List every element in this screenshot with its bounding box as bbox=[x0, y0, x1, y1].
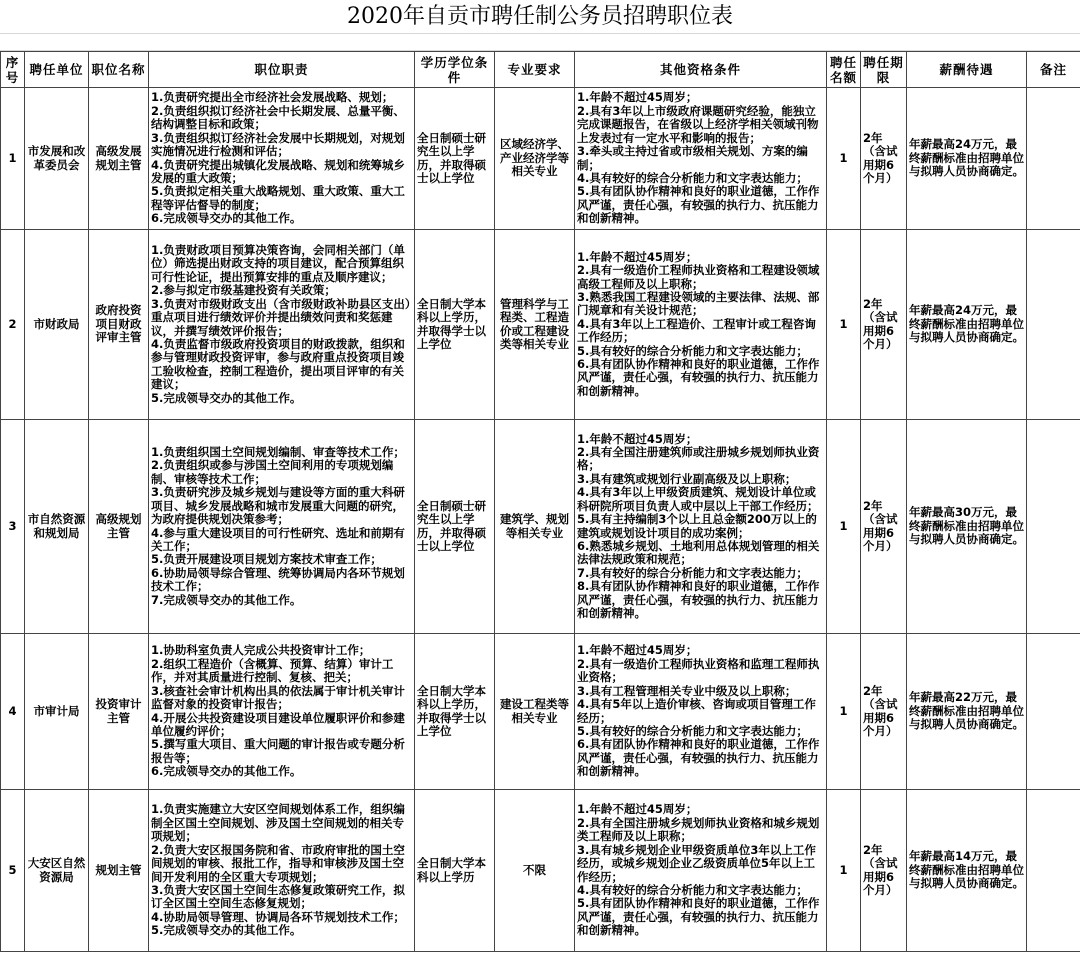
header-term: 聘任期限 bbox=[861, 52, 907, 88]
hiring-term: 2年（含试用期6个月） bbox=[861, 420, 907, 634]
position-duties-item: 1.负责财政项目预算决策咨询，会同相关部门（单位）筛选提出财政支持的项目建议，配合预算组织可行性论证，提出预算安排的重点及顺序建议； bbox=[151, 243, 405, 284]
position-duties-item: 7.完成领导交办的其他工作。 bbox=[151, 592, 302, 607]
education-requirement: 全日制硕士研究生以上学历，并取得硕士以上学位 bbox=[415, 88, 495, 230]
position-duties bbox=[149, 790, 415, 952]
other-qualifications-item: 6.具有团队协作精神和良好的职业道德，工作作风严谨，责任心强，有较强的执行力、抗压能力和创新精神。 bbox=[577, 737, 820, 779]
position-name: 规划主管 bbox=[89, 790, 149, 952]
hiring-quota: 1 bbox=[827, 420, 861, 634]
position-name: 政府投资项目财政评审主管 bbox=[89, 230, 149, 420]
position-duties-item: 4.开展公共投资建设项目建设单位履职评价和参建单位履约评价； bbox=[151, 710, 405, 738]
other-qualifications-item: 2.具有全国注册城乡规划师执业资格和城乡规划类工程师及以上职称； bbox=[577, 815, 820, 844]
table-row bbox=[1, 790, 1080, 952]
education-requirement: 全日制大学本科以上学历，并取得学士以上学位 bbox=[415, 230, 495, 420]
header-duties: 职位职责 bbox=[149, 52, 415, 88]
header-position: 职位名称 bbox=[89, 52, 149, 88]
major-requirement: 区域经济学、产业经济学等相关专业 bbox=[495, 88, 575, 230]
other-qualifications-item: 3.牵头或主持过省或市级相关规划、方案的编制； bbox=[577, 144, 808, 172]
position-duties-item: 4.负责监督市级政府投资项目的财政拨款，组织和参与管理财政投资评审，参与政府重点投资项目竣工验收检查，控制工程造价，提出项目评审的有关建议； bbox=[151, 336, 405, 392]
position-duties-item: 5.完成领导交办的其他工作。 bbox=[151, 923, 302, 938]
other-qualifications-item: 7.具有较好的综合分析能力和文字表达能力； bbox=[577, 565, 808, 580]
position-duties-item: 3.负责对市级财政支出（含市级财政补助县区支出）重点项目进行绩效评价并提出绩效问责和奖惩建议，并撰写绩效评价报告； bbox=[151, 296, 411, 338]
position-duties-item: 2.参与拟定市级基建投资有关政策； bbox=[151, 283, 336, 298]
education-requirement: 全日制硕士研究生以上学历，并取得硕士以上学位 bbox=[415, 420, 495, 634]
position-duties-item: 4.负责研究提出城镇化发展战略、规划和统筹城乡发展的重大政策； bbox=[151, 157, 405, 185]
other-qualifications bbox=[575, 88, 827, 230]
position-duties bbox=[149, 88, 415, 230]
header-row bbox=[1, 52, 1080, 88]
header-education: 学历学位条件 bbox=[415, 52, 495, 88]
major-requirement: 管理科学与工程类、工程造价或工程建设类等相关专业 bbox=[495, 230, 575, 420]
position-name: 投资审计主管 bbox=[89, 634, 149, 790]
position-duties-item: 1.负责组织国土空间规划编制、审查等技术工作； bbox=[151, 445, 405, 460]
position-duties-item: 5.撰写重大项目、重大问题的审计报告或专题分析报告等； bbox=[151, 737, 405, 765]
other-qualifications bbox=[575, 634, 827, 790]
row-number: 2 bbox=[1, 230, 25, 420]
position-duties-item: 3.负责大安区国土空间生态修复政策研究工作，拟订全区国土空间生态修复规划； bbox=[151, 882, 405, 911]
positions-table bbox=[0, 51, 1080, 952]
position-duties-item: 3.负责研究涉及城乡规划与建设等方面的重大科研项目、城乡发展战略和城市发展重大问题的研究，为政府提供规划决策参考； bbox=[151, 485, 405, 527]
position-duties-item: 2.负责组织拟订经济社会中长期发展、总量平衡、结构调整目标和政策； bbox=[151, 103, 405, 132]
other-qualifications-item: 5.具有主持编制3个以上且总金额200万以上的建筑或规划设计项目的成功案例； bbox=[577, 512, 817, 540]
blank-row bbox=[0, 34, 1080, 51]
other-qualifications bbox=[575, 790, 827, 952]
position-duties-item: 3.核查社会审计机构出具的依法属于审计机关审计监督对象的投资审计报告； bbox=[151, 683, 405, 712]
other-qualifications-item: 1.年龄不超过45周岁； bbox=[577, 802, 698, 817]
education-requirement: 全日制大学本科以上学历 bbox=[415, 790, 495, 952]
position-duties-item: 6.协助局领导综合管理、统筹协调局内各环节规划技术工作； bbox=[151, 565, 405, 594]
table-row bbox=[1, 634, 1080, 790]
position-duties-item: 1.负责实施建立大安区空间规划体系工作，组织编制全区国土空间规划、涉及国土空间规划的相关专项规划； bbox=[151, 802, 405, 844]
header-other-qualifications: 其他资格条件 bbox=[575, 52, 827, 88]
position-name: 高级规划主管 bbox=[89, 420, 149, 634]
other-qualifications-item: 4.具有5年以上造价审核、咨询或项目管理工作经历； bbox=[577, 697, 816, 725]
position-duties-item: 5.负责拟定相关重大战略规划、重大政策、重大工程等评估督导的制度； bbox=[151, 184, 405, 212]
hiring-quota: 1 bbox=[827, 790, 861, 952]
position-duties bbox=[149, 420, 415, 634]
remark bbox=[1027, 420, 1080, 634]
hiring-unit: 市审计局 bbox=[25, 634, 89, 790]
header-remark: 备注 bbox=[1027, 52, 1080, 88]
other-qualifications-item: 1.年龄不超过45周岁； bbox=[577, 431, 698, 446]
other-qualifications-item: 1.年龄不超过45周岁； bbox=[577, 90, 698, 105]
major-requirement: 建筑学、规划等相关专业 bbox=[495, 420, 575, 634]
remark bbox=[1027, 790, 1080, 952]
other-qualifications-item: 1.年龄不超过45周岁； bbox=[577, 249, 698, 264]
hiring-term: 2年（含试用期6个月） bbox=[861, 88, 907, 230]
position-name: 高级发展规划主管 bbox=[89, 88, 149, 230]
hiring-quota: 1 bbox=[827, 230, 861, 420]
position-duties-item: 5.负责开展建设项目规划方案技术审查工作； bbox=[151, 552, 382, 567]
position-duties-item: 4.协助局领导管理、协调局各环节规划技术工作； bbox=[151, 909, 405, 924]
position-duties-item: 5.完成领导交办的其他工作。 bbox=[151, 390, 302, 405]
remark bbox=[1027, 230, 1080, 420]
education-requirement: 全日制大学本科以上学历，并取得学士以上学位 bbox=[415, 634, 495, 790]
other-qualifications-item: 1.年龄不超过45周岁； bbox=[577, 643, 698, 658]
hiring-unit: 市发展和改革委员会 bbox=[25, 88, 89, 230]
table-row bbox=[1, 88, 1080, 230]
position-duties-item: 1.负责研究提出全市经济社会发展战略、规划； bbox=[151, 90, 394, 105]
salary: 年薪最高14万元，最终薪酬标准由招聘单位与拟聘人员协商确定。 bbox=[907, 790, 1027, 952]
salary: 年薪最高24万元，最终薪酬标准由招聘单位与拟聘人员协商确定。 bbox=[907, 230, 1027, 420]
remark bbox=[1027, 88, 1080, 230]
other-qualifications-item: 2.具有一级造价工程师执业资格和工程建设领域高级工程师及以上职称； bbox=[577, 263, 820, 291]
row-number: 3 bbox=[1, 420, 25, 634]
hiring-quota: 1 bbox=[827, 634, 861, 790]
row-number: 1 bbox=[1, 88, 25, 230]
hiring-unit: 市财政局 bbox=[25, 230, 89, 420]
header-quota: 聘任名额 bbox=[827, 52, 861, 88]
other-qualifications-item: 5.具有团队协作精神和良好的职业道德，工作作风严谨，责任心强，有较强的执行力、抗压能力和创新精神。 bbox=[577, 896, 820, 938]
row-number: 5 bbox=[1, 790, 25, 952]
other-qualifications-item: 5.具有较好的综合分析能力和文字表达能力； bbox=[577, 723, 808, 738]
position-duties-item: 2.组织工程造价（含概算、预算、结算）审计工作，并对其质量进行控制、复核、把关； bbox=[151, 656, 394, 685]
table-row bbox=[1, 230, 1080, 420]
other-qualifications-item: 4.具有较好的综合分析能力和文字表达能力； bbox=[577, 170, 808, 185]
other-qualifications-item: 8.具有团队协作精神和良好的职业道德，工作作风严谨，责任心强，有较强的执行力、抗压能力和创新精神。 bbox=[577, 579, 820, 620]
remark bbox=[1027, 634, 1080, 790]
position-duties-item: 1.协助科室负责人完成公共投资审计工作； bbox=[151, 643, 371, 658]
other-qualifications-item: 4.具有3年以上甲级资质建筑、规划设计单位或科研院所项目负责人或中层以上干部工作经历； bbox=[577, 485, 819, 513]
major-requirement: 建设工程类等相关专业 bbox=[495, 634, 575, 790]
other-qualifications-item: 2.具有3年以上市级政府课题研究经验，能独立完成课题报告，在省级以上经济学相关领域刊物上发表过有一定水平和影响的报告； bbox=[577, 103, 819, 145]
hiring-unit: 市自然资源和规划局 bbox=[25, 420, 89, 634]
other-qualifications-item: 4.具有3年以上工程造价、工程审计或工程咨询工作经历； bbox=[577, 316, 816, 345]
other-qualifications-item: 5.具有团队协作精神和良好的职业道德，工作作风严谨，责任心强，有较强的执行力、抗压能力和创新精神。 bbox=[577, 184, 820, 226]
table-row bbox=[1, 420, 1080, 634]
other-qualifications-item: 3.熟悉我国工程建设领域的主要法律、法规、部门规章和有关设计规范； bbox=[577, 289, 820, 318]
hiring-unit: 大安区自然资源局 bbox=[25, 790, 89, 952]
other-qualifications-item: 5.具有较好的综合分析能力和文字表达能力； bbox=[577, 343, 808, 358]
other-qualifications-item: 2.具有一级造价工程师执业资格和监理工程师执业资格； bbox=[577, 656, 820, 685]
position-duties-item: 6.完成领导交办的其他工作。 bbox=[151, 211, 302, 226]
other-qualifications-item: 3.具有城乡规划企业甲级资质单位3年以上工作经历，或城乡规划企业乙级资质单位5年以上工作经历； bbox=[577, 842, 816, 884]
page-title: 2020年自贡市聘任制公务员招聘职位表 bbox=[0, 0, 1080, 34]
hiring-term: 2年（含试用期6个月） bbox=[861, 790, 907, 952]
other-qualifications-item: 3.具有建筑或规划行业副高级及以上职称； bbox=[577, 471, 797, 486]
other-qualifications-item: 6.熟悉城乡规划、土地利用总体规划管理的相关法律法规政策和规范； bbox=[577, 538, 820, 567]
position-duties-item: 3.负责组织拟订经济社会发展中长期规划，对规划实施情况进行检测和评估； bbox=[151, 130, 405, 159]
hiring-quota: 1 bbox=[827, 88, 861, 230]
other-qualifications bbox=[575, 420, 827, 634]
header-no: 序号 bbox=[1, 52, 25, 88]
other-qualifications-item: 4.具有较好的综合分析能力和文字表达能力； bbox=[577, 882, 808, 897]
salary: 年薪最高22万元，最终薪酬标准由招聘单位与拟聘人员协商确定。 bbox=[907, 634, 1027, 790]
other-qualifications-item: 2.具有全国注册建筑师或注册城乡规划师执业资格； bbox=[577, 445, 820, 473]
other-qualifications-item: 3.具有工程管理相关专业中级及以上职称； bbox=[577, 683, 797, 698]
salary: 年薪最高30万元，最终薪酬标准由招聘单位与拟聘人员协商确定。 bbox=[907, 420, 1027, 634]
header-major: 专业要求 bbox=[495, 52, 575, 88]
header-salary: 薪酬待遇 bbox=[907, 52, 1027, 88]
header-unit: 聘任单位 bbox=[25, 52, 89, 88]
major-requirement: 不限 bbox=[495, 790, 575, 952]
position-duties-item: 6.完成领导交办的其他工作。 bbox=[151, 764, 302, 779]
position-duties-item: 4.参与重大建设项目的可行性研究、选址和前期有关工作； bbox=[151, 525, 405, 553]
row-number: 4 bbox=[1, 634, 25, 790]
position-duties bbox=[149, 230, 415, 420]
salary: 年薪最高24万元，最终薪酬标准由招聘单位与拟聘人员协商确定。 bbox=[907, 88, 1027, 230]
position-duties-item: 2.负责大安区报国务院和省、市政府审批的国土空间规划的审核、报批工作，指导和审核涉及国土空间开发利用的全区重大专项规划； bbox=[151, 842, 405, 884]
position-duties-item: 2.负责组织或参与涉国土空间利用的专项规划编制、审核等技术工作； bbox=[151, 458, 394, 486]
position-duties bbox=[149, 634, 415, 790]
other-qualifications-item: 6.具有团队协作精神和良好的职业道德，工作作风严谨，责任心强，有较强的执行力、抗压能力和创新精神。 bbox=[577, 357, 820, 398]
hiring-term: 2年（含试用期6个月） bbox=[861, 230, 907, 420]
other-qualifications bbox=[575, 230, 827, 420]
hiring-term: 2年（含试用期6个月） bbox=[861, 634, 907, 790]
